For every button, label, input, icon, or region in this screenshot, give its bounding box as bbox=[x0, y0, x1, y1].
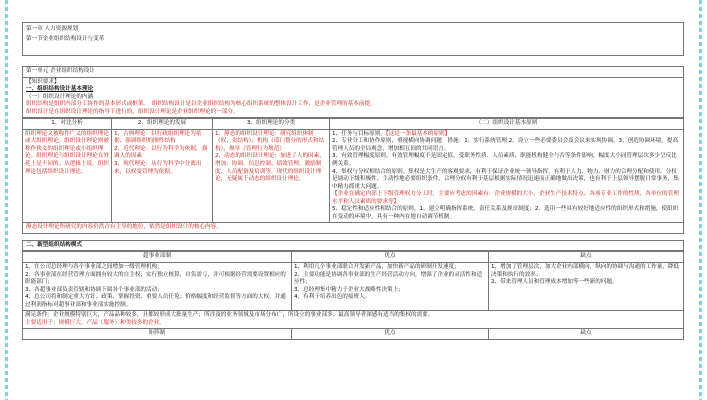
super-division-table bbox=[22, 251, 684, 339]
principle-5: 5、稳定性和适应性相结合的原则。1、建立明确指挥系统、责任关系及规章制度；2、选用一些具有较好地适应性的组织形式和措施，使组织在变动的环境中，具有一种内在地自动调节机制。 bbox=[332, 206, 679, 220]
classification-text: 1、静态的组织设计理论：研究组织体制（权、责结构）、机构（部门划分的形式和结构）、规章（管理行为规范） 2、动态的组织设计理论：加进了人的因素，增加：协调、信息控制、绩效管理、激励制度、人员配备及培训等。现代的组织设计理论，无疑属于动态的组织设计理论。 bbox=[213, 129, 330, 223]
left-dashed-guide bbox=[5, 0, 8, 400]
col-head-principles: （二）组织设计基本原则 bbox=[330, 119, 684, 130]
chapter-header bbox=[22, 22, 684, 56]
col-head-classification: 3、组织理论的分类 bbox=[213, 119, 330, 130]
theory-footer-note: 静态设计理论所研究的内容仍然占有主导的地位，依然是组织设计的核心内容。 bbox=[22, 223, 684, 234]
intro-text-2: 组织设计是在组织设计理论的指导下进行的，组织设计理论是企业组织理论的一部分。 bbox=[26, 108, 239, 115]
col-head-super-division: 超事业部制 bbox=[23, 252, 292, 263]
development-text: 1、古典理论：以行政组织理论为依据，强调组织的刚性结构 2、近代理论：以行为科学为依据，强调人的因素 3、现代理论：从行为科学中分离出来，以权变管理为依据。 bbox=[112, 129, 213, 223]
right-dashed-guide bbox=[699, 0, 702, 400]
col-head-matrix-advantages: 优点 bbox=[292, 329, 489, 340]
col-head-advantages: 优点 bbox=[292, 252, 489, 263]
unit-title: 第一单元 企业组织结构设计 bbox=[22, 66, 684, 78]
chapter-title: 第一章 人力资源规划 bbox=[26, 26, 79, 32]
principles-list bbox=[330, 129, 684, 223]
super-division-features: 1、在公司总经理与各个事业部之间增加一级管理机构； 2、各事业部在经营管理方面拥有较大的自主权；实行独立核算，自负盈亏，并可根据经营需要设置相应的职能部门； 3、各超事业部负责管辖和协调下属各个事业部的活动； 4、总公司将和制定重大方针、政策、掌握投资、重要人员任免、价格幅度和经营监督等方面的大权，并通过利润指标对超事业部和事业部实施控制。 bbox=[23, 263, 292, 311]
applicability-text: 主要适用于：规模巨大，产品（服务）种类较多的企业。 bbox=[25, 319, 165, 326]
principle-4-note: 【企业在确定内部上下级管理权力分工时，主要应考虑的因素有：企业规模的大小、企业生产技术特点、各项专业工作的性质、各单位的管理水平和人员素质的要求等】 bbox=[332, 191, 679, 205]
col-head-matrix-disadvantages: 缺点 bbox=[489, 329, 684, 340]
col-head-development: 2、组织理论的发展 bbox=[112, 119, 213, 130]
col-head-comparison: 1、对比分析 bbox=[23, 119, 112, 130]
conditions-row bbox=[23, 311, 684, 329]
principle-2: 2、专业分工和协作原则，重视横向协调问题 措施：1、实行系统管理 2、设立一些必要委员会及会议来实现协调。3、创造协调环境，提高管理人员的全局观念，增加相互间的共同语言。 bbox=[332, 138, 679, 152]
col-head-disadvantages: 缺点 bbox=[489, 252, 684, 263]
principle-1: 1、任务与目标原则。【这是一条最基本的原则】 bbox=[332, 130, 451, 137]
section-title: 第一节企业组织结构设计与变革 bbox=[26, 35, 105, 42]
conditions-text: 满足条件：企业规模特别巨大，产品品种较多，且都较形成大批量生产；所涉及的业务领域及市场分布广；所设立的事业部多；最高领导者深感有适当的集权的需要。 bbox=[25, 312, 434, 319]
document-page bbox=[22, 22, 684, 340]
subheading-connotation: （一）组织设计理论的内涵 bbox=[26, 93, 94, 100]
principle-4: 4、集权与分权相结合的原则。集权是大生产的客观要求，有利于保证企业统一领导指挥，有利于人力、物力、财力的合理分配和使用。分权是调动下级积极性、主动性地必要组织条件，合理分权有利于基层根据实际情况迅速而正确地做出决策，也有利于上层领导摆脱日常事务，集中精力抓重大问题。 bbox=[332, 168, 679, 190]
heading-basic-theory: 一、组织结构设计基本理论 bbox=[26, 86, 94, 93]
knowledge-label: 【知识要求】 bbox=[26, 78, 60, 85]
theory-intro bbox=[22, 78, 684, 119]
super-division-advantages: 1、利用几个事业部联合开发新产品，加快新产品的研制开发速度； 2、主要功能是协调各事业部的生产经营活动方向，增强了企业的灵活性和适应性； 3、总经理集中精力于企业大战略性决策上； 4、有利于培养出色的接班人。 bbox=[292, 263, 489, 311]
col-head-matrix: 矩阵制 bbox=[23, 329, 292, 340]
super-division-disadvantages: 1、增加了管理层次，加大企业内部横向、纵向的协调与沟通的工作量，降低决策和执行的效率； 2、带来管理人员和管理成本增加等一些新的问题。 bbox=[489, 263, 684, 311]
comparison-text: 组织理论又被称作广义的组织理论或大组织理论。组织设计理论则被称作狭义的组织理论或小组织理论。组织理论与组织设计理论在外延上是不同的。从逻辑上说，组织理论包括组织设计理论。 bbox=[23, 129, 112, 223]
intro-text-1: 组织结构是组织内部分工协作的基本形式或框架。 组织结构设计是以企业组织结构为核心组织系统的整体设计工作，是企业管理的基本前提。 bbox=[26, 101, 376, 108]
heading-new-models: 二、新型组织结构模式 bbox=[22, 240, 684, 252]
theory-table bbox=[22, 118, 684, 223]
principle-3: 3、有效管理幅度原则。有效管理幅度不是固定值，受职务性质、人员素质、职能机构健全与否等条件影响。幅度大小同管理层次多少呈反比例关系。 bbox=[332, 153, 677, 168]
